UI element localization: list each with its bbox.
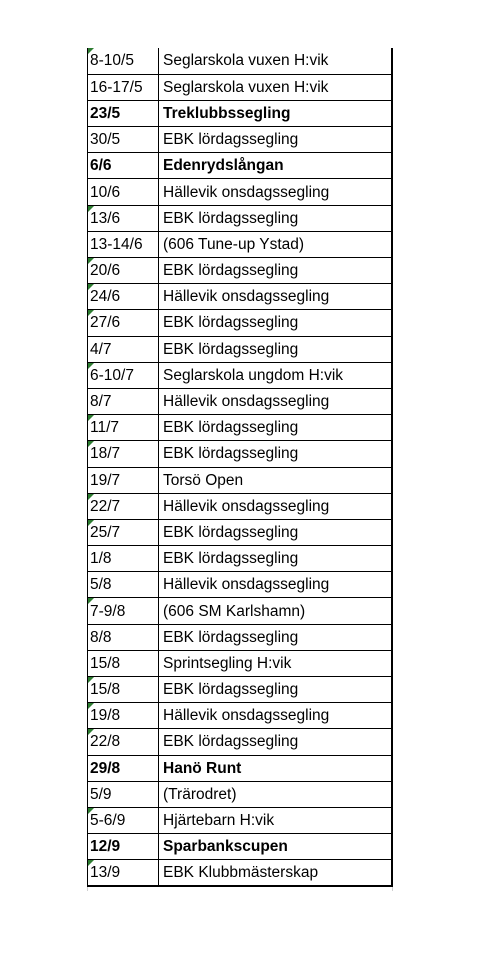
event-cell[interactable] bbox=[159, 179, 392, 205]
event-text: Seglarskola vuxen H:vik bbox=[163, 52, 329, 70]
event-text: EBK lördagssegling bbox=[163, 340, 299, 358]
event-text: Hällevik onsdagssegling bbox=[163, 707, 330, 725]
cell-comment-marker-icon bbox=[88, 677, 94, 683]
date-text: 18/7 bbox=[90, 445, 121, 463]
cell-comment-marker-icon bbox=[88, 703, 94, 709]
date-text: 5/9 bbox=[90, 785, 112, 803]
table-row bbox=[88, 677, 392, 703]
date-cell[interactable] bbox=[88, 179, 159, 205]
event-text: EBK lördagssegling bbox=[163, 314, 299, 332]
date-cell[interactable] bbox=[88, 624, 159, 650]
cell-comment-marker-icon bbox=[88, 284, 94, 290]
date-cell[interactable] bbox=[88, 755, 159, 781]
table-row bbox=[88, 834, 392, 860]
date-cell[interactable] bbox=[88, 205, 159, 231]
event-text: EBK lördagssegling bbox=[163, 550, 299, 568]
event-cell[interactable] bbox=[159, 74, 392, 100]
event-cell[interactable] bbox=[159, 807, 392, 833]
date-text: 13-14/6 bbox=[90, 235, 143, 253]
event-cell[interactable] bbox=[159, 519, 392, 545]
cell-comment-marker-icon bbox=[88, 363, 94, 369]
date-cell[interactable] bbox=[88, 127, 159, 153]
event-cell[interactable] bbox=[159, 362, 392, 388]
date-cell[interactable] bbox=[88, 781, 159, 807]
date-text: 8/7 bbox=[90, 393, 112, 411]
event-cell[interactable] bbox=[159, 48, 392, 74]
event-text: EBK lördagssegling bbox=[163, 131, 299, 149]
cell-comment-marker-icon bbox=[88, 494, 94, 500]
event-cell[interactable] bbox=[159, 258, 392, 284]
date-text: 22/8 bbox=[90, 733, 121, 751]
event-cell[interactable] bbox=[159, 388, 392, 414]
event-text: EBK lördagssegling bbox=[163, 445, 299, 463]
table-row bbox=[88, 493, 392, 519]
table-row bbox=[88, 860, 392, 887]
event-text: EBK lördagssegling bbox=[163, 262, 299, 280]
event-text: Hällevik onsdagssegling bbox=[163, 288, 330, 306]
date-text: 11/7 bbox=[90, 419, 120, 437]
event-text: EBK lördagssegling bbox=[163, 681, 299, 699]
event-text: Sparbankscupen bbox=[163, 838, 288, 856]
date-cell[interactable] bbox=[88, 441, 159, 467]
date-cell[interactable] bbox=[88, 388, 159, 414]
table-row bbox=[88, 284, 392, 310]
table-row bbox=[88, 546, 392, 572]
date-cell[interactable] bbox=[88, 807, 159, 833]
table-row bbox=[88, 179, 392, 205]
event-cell[interactable] bbox=[159, 467, 392, 493]
table-row bbox=[88, 362, 392, 388]
date-text: 27/6 bbox=[90, 314, 121, 332]
event-text: Hällevik onsdagssegling bbox=[163, 393, 330, 411]
date-cell[interactable] bbox=[88, 834, 159, 860]
event-text: Hällevik onsdagssegling bbox=[163, 576, 330, 594]
date-text: 25/7 bbox=[90, 523, 121, 541]
event-cell[interactable] bbox=[159, 493, 392, 519]
date-text: 20/6 bbox=[90, 262, 121, 280]
event-text: (606 SM Karlshamn) bbox=[163, 602, 306, 620]
date-text: 8-10/5 bbox=[90, 52, 134, 70]
event-cell[interactable] bbox=[159, 310, 392, 336]
event-cell[interactable] bbox=[159, 860, 392, 887]
event-text: Edenrydslångan bbox=[163, 157, 284, 175]
date-cell[interactable] bbox=[88, 362, 159, 388]
table-row bbox=[88, 441, 392, 467]
table-row bbox=[88, 650, 392, 676]
date-text: 16-17/5 bbox=[90, 78, 143, 96]
date-cell[interactable] bbox=[88, 258, 159, 284]
event-text: (Trärodret) bbox=[163, 785, 237, 803]
table-row bbox=[88, 48, 392, 74]
event-text: EBK Klubbmästerskap bbox=[163, 864, 319, 882]
event-cell[interactable] bbox=[159, 598, 392, 624]
date-cell[interactable] bbox=[88, 546, 159, 572]
event-cell[interactable] bbox=[159, 677, 392, 703]
event-text: Seglarskola vuxen H:vik bbox=[163, 78, 329, 96]
event-cell[interactable] bbox=[159, 153, 392, 179]
date-text: 19/7 bbox=[90, 471, 121, 489]
date-cell[interactable] bbox=[88, 310, 159, 336]
event-cell[interactable] bbox=[159, 703, 392, 729]
date-cell[interactable] bbox=[88, 729, 159, 755]
date-text: 5-6/9 bbox=[90, 812, 126, 830]
date-cell[interactable] bbox=[88, 467, 159, 493]
date-text: 19/8 bbox=[90, 707, 121, 725]
table-row bbox=[88, 231, 392, 257]
date-text: 24/6 bbox=[90, 288, 121, 306]
event-text: Hanö Runt bbox=[163, 759, 242, 777]
event-cell[interactable] bbox=[159, 650, 392, 676]
cell-comment-marker-icon bbox=[88, 258, 94, 264]
date-text: 6/6 bbox=[90, 157, 112, 175]
date-text: 10/6 bbox=[90, 183, 121, 201]
table-row bbox=[88, 74, 392, 100]
event-text: (606 Tune-up Ystad) bbox=[163, 235, 305, 253]
date-text: 15/8 bbox=[90, 681, 121, 699]
date-text: 12/9 bbox=[90, 838, 121, 856]
schedule-sheet bbox=[87, 48, 391, 887]
date-text: 13/6 bbox=[90, 209, 121, 227]
date-cell[interactable] bbox=[88, 650, 159, 676]
date-text: 7-9/8 bbox=[90, 602, 126, 620]
table-row bbox=[88, 572, 392, 598]
table-row bbox=[88, 624, 392, 650]
event-text: EBK lördagssegling bbox=[163, 209, 299, 227]
date-cell[interactable] bbox=[88, 284, 159, 310]
date-cell[interactable] bbox=[88, 74, 159, 100]
cell-comment-marker-icon bbox=[88, 520, 94, 526]
date-cell[interactable] bbox=[88, 415, 159, 441]
event-text: EBK lördagssegling bbox=[163, 419, 299, 437]
table-row bbox=[88, 467, 392, 493]
date-cell[interactable] bbox=[88, 48, 159, 74]
date-text: 22/7 bbox=[90, 497, 121, 515]
table-row bbox=[88, 807, 392, 833]
event-cell[interactable] bbox=[159, 441, 392, 467]
event-cell[interactable] bbox=[159, 205, 392, 231]
event-text: Hjärtebarn H:vik bbox=[163, 812, 275, 830]
cell-comment-marker-icon bbox=[88, 206, 94, 212]
cell-comment-marker-icon bbox=[88, 729, 94, 735]
date-cell[interactable] bbox=[88, 100, 159, 126]
event-text: EBK lördagssegling bbox=[163, 733, 299, 751]
date-text: 4/7 bbox=[90, 340, 112, 358]
event-text: EBK lördagssegling bbox=[163, 523, 299, 541]
event-cell[interactable] bbox=[159, 755, 392, 781]
cell-comment-marker-icon bbox=[88, 415, 94, 421]
date-cell[interactable] bbox=[88, 493, 159, 519]
event-cell[interactable] bbox=[159, 546, 392, 572]
table-row bbox=[88, 153, 392, 179]
date-text: 1/8 bbox=[90, 550, 112, 568]
event-cell[interactable] bbox=[159, 624, 392, 650]
date-cell[interactable] bbox=[88, 336, 159, 362]
event-cell[interactable] bbox=[159, 781, 392, 807]
event-text: Treklubbssegling bbox=[163, 104, 291, 122]
date-cell[interactable] bbox=[88, 598, 159, 624]
date-cell[interactable] bbox=[88, 860, 159, 887]
cell-comment-marker-icon bbox=[88, 860, 94, 866]
schedule-rows bbox=[88, 48, 392, 886]
date-text: 15/8 bbox=[90, 654, 121, 672]
event-text: EBK lördagssegling bbox=[163, 628, 299, 646]
date-text: 30/5 bbox=[90, 131, 121, 149]
event-cell[interactable] bbox=[159, 284, 392, 310]
cell-comment-marker-icon bbox=[88, 310, 94, 316]
event-cell[interactable] bbox=[159, 572, 392, 598]
date-cell[interactable] bbox=[88, 153, 159, 179]
event-text: Sprintsegling H:vik bbox=[163, 654, 292, 672]
table-row bbox=[88, 703, 392, 729]
event-text: Hällevik onsdagssegling bbox=[163, 497, 330, 515]
event-cell[interactable] bbox=[159, 231, 392, 257]
date-text: 6-10/7 bbox=[90, 366, 134, 384]
date-cell[interactable] bbox=[88, 231, 159, 257]
event-cell[interactable] bbox=[159, 415, 392, 441]
table-row bbox=[88, 781, 392, 807]
table-row bbox=[88, 388, 392, 414]
date-cell[interactable] bbox=[88, 572, 159, 598]
event-cell[interactable] bbox=[159, 336, 392, 362]
event-cell[interactable] bbox=[159, 127, 392, 153]
event-cell[interactable] bbox=[159, 100, 392, 126]
table-row bbox=[88, 415, 392, 441]
cell-comment-marker-icon bbox=[88, 441, 94, 447]
date-text: 13/9 bbox=[90, 864, 121, 882]
table-row bbox=[88, 598, 392, 624]
table-row bbox=[88, 519, 392, 545]
cell-comment-marker-icon bbox=[88, 808, 94, 814]
date-cell[interactable] bbox=[88, 519, 159, 545]
date-text: 5/8 bbox=[90, 576, 112, 594]
table-row bbox=[88, 336, 392, 362]
event-text: Hällevik onsdagssegling bbox=[163, 183, 330, 201]
date-text: 8/8 bbox=[90, 628, 112, 646]
event-cell[interactable] bbox=[159, 834, 392, 860]
schedule-table bbox=[87, 48, 393, 887]
date-text: 29/8 bbox=[90, 759, 121, 777]
table-row bbox=[88, 258, 392, 284]
date-cell[interactable] bbox=[88, 677, 159, 703]
table-row bbox=[88, 310, 392, 336]
event-text: Seglarskola ungdom H:vik bbox=[163, 366, 344, 384]
table-row bbox=[88, 729, 392, 755]
event-text: Torsö Open bbox=[163, 471, 244, 489]
table-row bbox=[88, 755, 392, 781]
cell-comment-marker-icon bbox=[88, 598, 94, 604]
table-row bbox=[88, 205, 392, 231]
table-row bbox=[88, 127, 392, 153]
table-row bbox=[88, 100, 392, 126]
cell-comment-marker-icon bbox=[88, 48, 94, 54]
date-text: 23/5 bbox=[90, 104, 121, 122]
event-cell[interactable] bbox=[159, 729, 392, 755]
date-cell[interactable] bbox=[88, 703, 159, 729]
